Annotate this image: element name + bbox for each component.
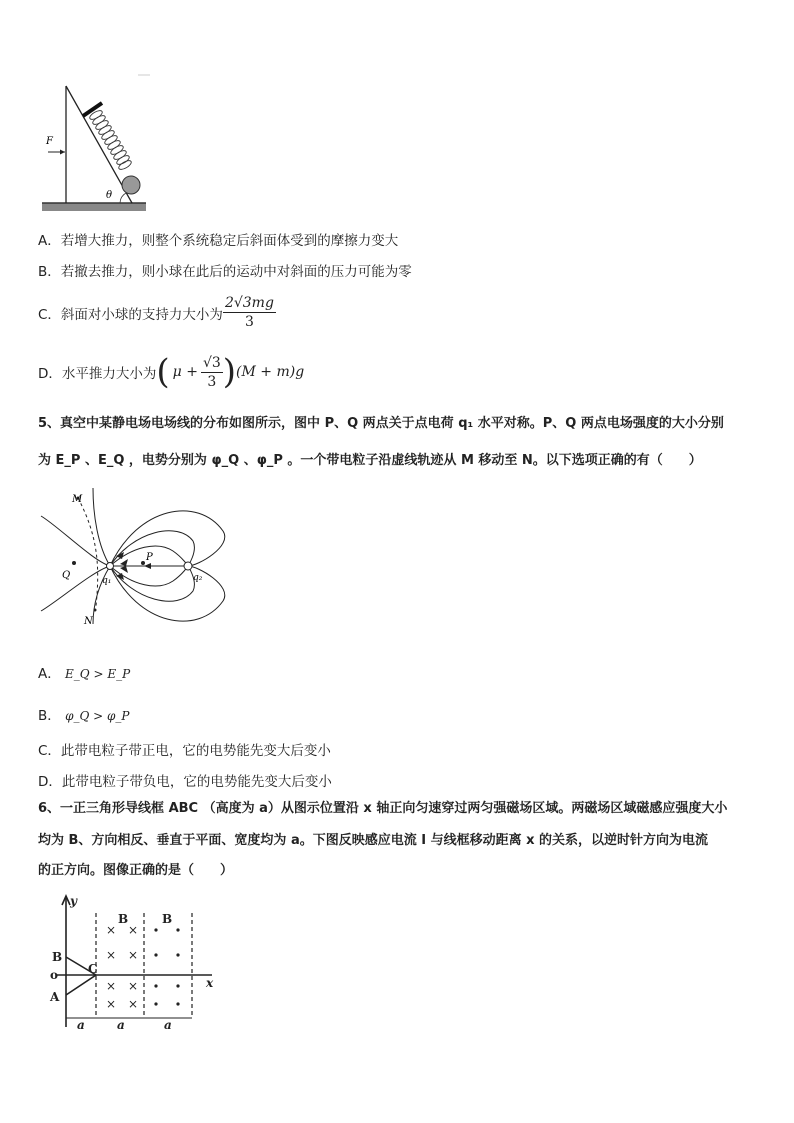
q5-option-a-label: A． — [38, 666, 61, 682]
ground — [42, 203, 146, 211]
q6-stem-line1: 6、一正三角形导线框 ABC （高度为 a）从图示位置沿 x 轴正向匀速穿过两匀强磁场区域。两磁场区域磁感应强度大小 — [38, 801, 728, 816]
svg-text:×: × — [106, 979, 117, 993]
label-width-a2: a — [117, 1018, 125, 1032]
svg-text:×: × — [128, 997, 139, 1011]
label-a-vertex: A — [50, 990, 60, 1004]
svg-text:×: × — [128, 923, 139, 937]
angle-arc — [120, 193, 126, 203]
svg-text:×: × — [128, 948, 139, 962]
q2-charge — [184, 562, 192, 570]
svg-text:×: × — [106, 948, 117, 962]
q4-option-b: B．若撤去推力，则小球在此后的运动中对斜面的压力可能为零 — [38, 264, 412, 280]
q5-option-a — [38, 662, 130, 682]
q5-option-b — [38, 704, 129, 724]
q4-option-d-fraction — [201, 354, 223, 391]
q5-option-b-math: φ_Q > φ_P — [65, 709, 130, 723]
label-b-field1: B — [118, 912, 129, 926]
q4-option-d-label: D．水平推力大小为 — [38, 366, 157, 382]
ball — [122, 176, 140, 194]
q5-option-d: D．此带电粒子带负电，它的电势能先变大后变小 — [38, 774, 332, 790]
svg-text:×: × — [106, 997, 117, 1011]
electric-field-figure — [38, 486, 248, 626]
label-b-vertex: B — [52, 950, 63, 964]
label-c-vertex: C — [88, 962, 98, 976]
q4-option-c-fraction — [223, 294, 276, 331]
theta-label: θ — [106, 190, 113, 201]
label-m: M — [72, 494, 83, 505]
label-n: N — [84, 616, 93, 626]
svg-text:×: × — [106, 923, 117, 937]
force-label: F — [46, 136, 53, 147]
q4-option-c-label: C．斜面对小球的支持力大小为 — [38, 306, 223, 323]
label-q2: q₂ — [193, 573, 203, 583]
q5-option-a-math: E_Q > E_P — [65, 667, 131, 681]
q4-option-d-suffix: (M + m)g — [236, 364, 305, 380]
magnetic-field-figure — [44, 893, 224, 1033]
q4-option-d: D．水平推力大小为 ( μ + $\frac{√3}{3}$ ) (M + m)g — [38, 352, 305, 392]
q4-option-a: A．若增大推力，则整个系统稳定后斜面体受到的摩擦力变大 — [38, 233, 399, 249]
label-b-field2: B — [162, 912, 173, 926]
q4-option-d-denominator: 3 — [207, 373, 217, 390]
q4-option-c-numerator: 2√3mg — [224, 295, 274, 311]
q6-stem-line2: 均为 B、方向相反、垂直于平面、宽度均为 a。下图反映感应电流 I 与线框移动距离 x 的关系，以逆时针方向为电流 — [38, 833, 709, 848]
q5-option-b-label: B． — [38, 708, 61, 724]
point-p — [141, 561, 145, 565]
svg-text:×: × — [128, 979, 139, 993]
q4-option-d-numerator: √3 — [202, 354, 221, 371]
q1-charge — [107, 563, 114, 570]
field-out-of-page-region — [154, 928, 179, 1005]
point-n — [94, 609, 97, 612]
label-width-a3: a — [164, 1018, 172, 1032]
q4-option-d-mu: μ + — [172, 364, 198, 380]
label-q1: q₁ — [102, 576, 112, 586]
q5-option-c: C．此带电粒子带正电，它的电势能先变大后变小 — [38, 743, 331, 759]
label-x: x — [206, 976, 214, 990]
label-y: y — [70, 894, 77, 908]
label-p: P — [146, 552, 153, 563]
label-q: Q — [62, 570, 71, 581]
label-width-a1: a — [77, 1018, 85, 1032]
q5-stem-line1: 5、真空中某静电场电场线的分布如图所示，图中 P、Q 两点关于点电荷 q₁ 水平对称。P、Q 两点电场强度的大小分别 — [38, 416, 724, 431]
q6-stem-line3: 的正方向。图像正确的是（ ） — [38, 863, 234, 878]
q4-option-c-denominator: 3 — [244, 314, 254, 330]
field-into-page-region — [106, 923, 138, 1011]
q4-option-c — [38, 294, 276, 331]
label-o: o — [50, 968, 59, 982]
point-q — [72, 561, 76, 565]
spring — [88, 109, 132, 171]
q5-stem-line2: 为 E_P 、E_Q ，电势分别为 φ_Q 、φ_P 。一个带电粒子沿虚线轨迹从 M 移动至 N。以下选项正确的有（ ） — [38, 453, 702, 468]
incline-spring-figure — [40, 70, 150, 215]
